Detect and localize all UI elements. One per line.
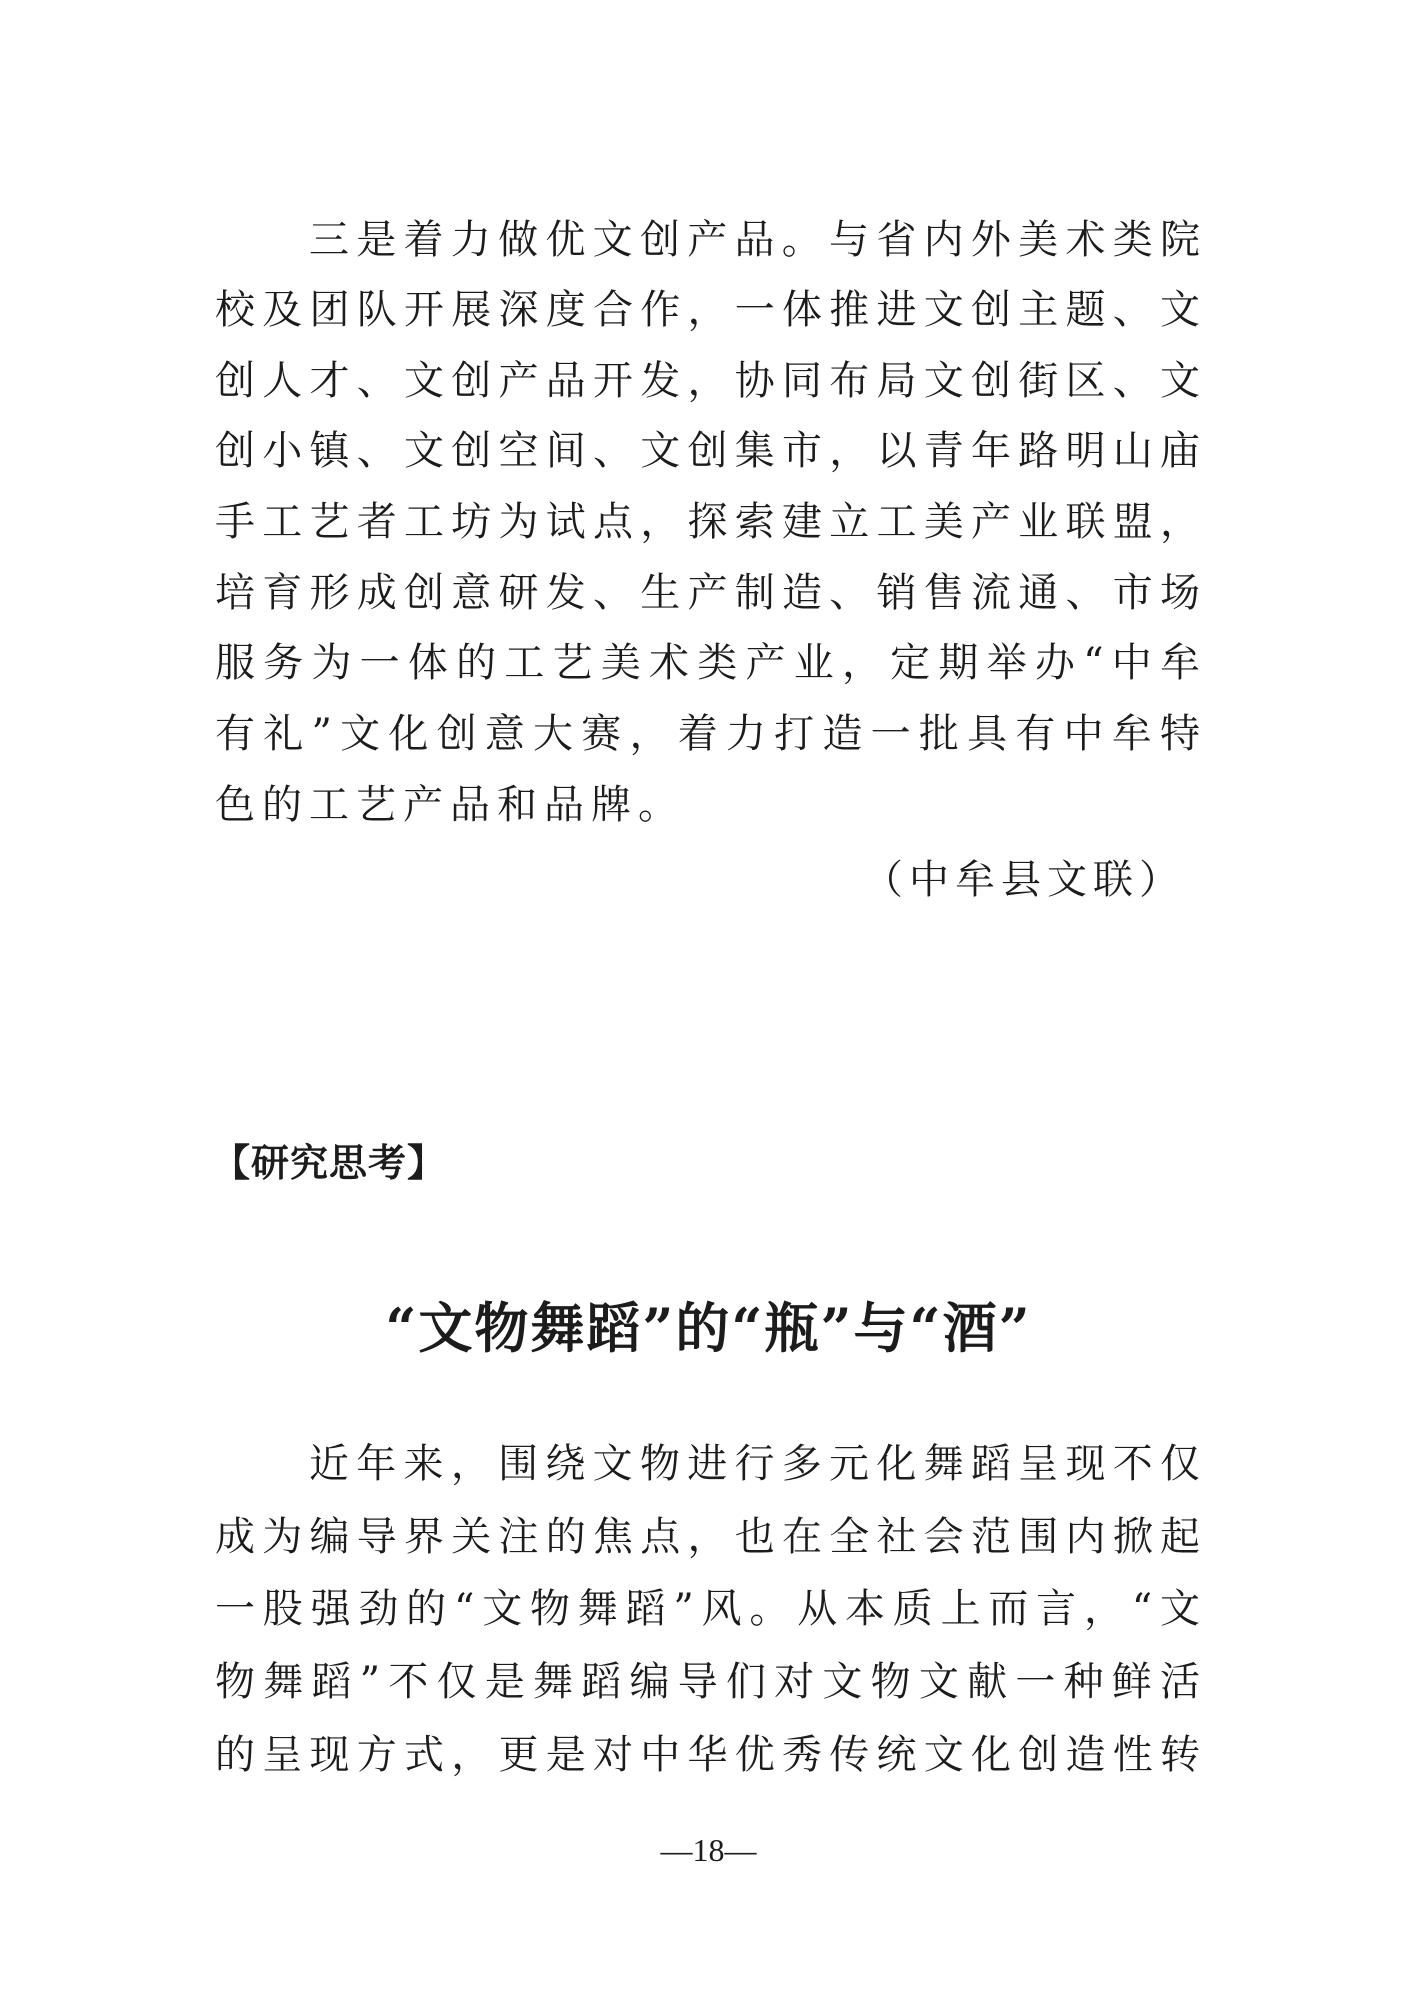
- paragraph-line: 服务为一体的工艺美术类产业，定期举办“中牟: [215, 640, 1207, 686]
- paragraph-line: 的呈现方式，更是对中华优秀传统文化创造性转: [215, 1732, 1207, 1778]
- paragraph-line: 培育形成创意研发、生产制造、销售流通、市场: [215, 570, 1207, 616]
- paragraph-line: 物舞蹈”不仅是舞蹈编导们对文物文献一种鲜活: [215, 1659, 1207, 1705]
- paragraph-line: 创小镇、文创空间、文创集市，以青年路明山庙: [215, 428, 1207, 474]
- paragraph-line: 一股强劲的“文物舞蹈”风。从本质上而言，“文: [215, 1586, 1207, 1632]
- paragraph-line: 手工艺者工坊为试点，探索建立工美产业联盟，: [215, 499, 1207, 545]
- paragraph-line: 近年来，围绕文物进行多元化舞蹈呈现不仅: [309, 1441, 1207, 1487]
- page-number: —18—: [660, 1832, 757, 1868]
- paragraph-line: 创人才、文创产品开发，协同布局文创街区、文: [215, 358, 1207, 404]
- article-title: “文物舞蹈”的“瓶”与“酒”: [385, 1296, 1032, 1360]
- paragraph-line: 成为编导界关注的焦点，也在全社会范围内掀起: [215, 1514, 1207, 1560]
- section-label: 【研究思考】: [212, 1141, 447, 1185]
- paragraph-line: 有礼”文化创意大赛，着力打造一批具有中牟特: [215, 711, 1207, 757]
- paragraph-line: 三是着力做优文创产品。与省内外美术类院: [309, 217, 1207, 263]
- paragraph-line: 校及团队开展深度合作，一体推进文创主题、文: [215, 287, 1207, 333]
- paragraph-line: 色的工艺产品和品牌。: [215, 782, 685, 828]
- article-attribution: （中牟县文联）: [863, 857, 1185, 903]
